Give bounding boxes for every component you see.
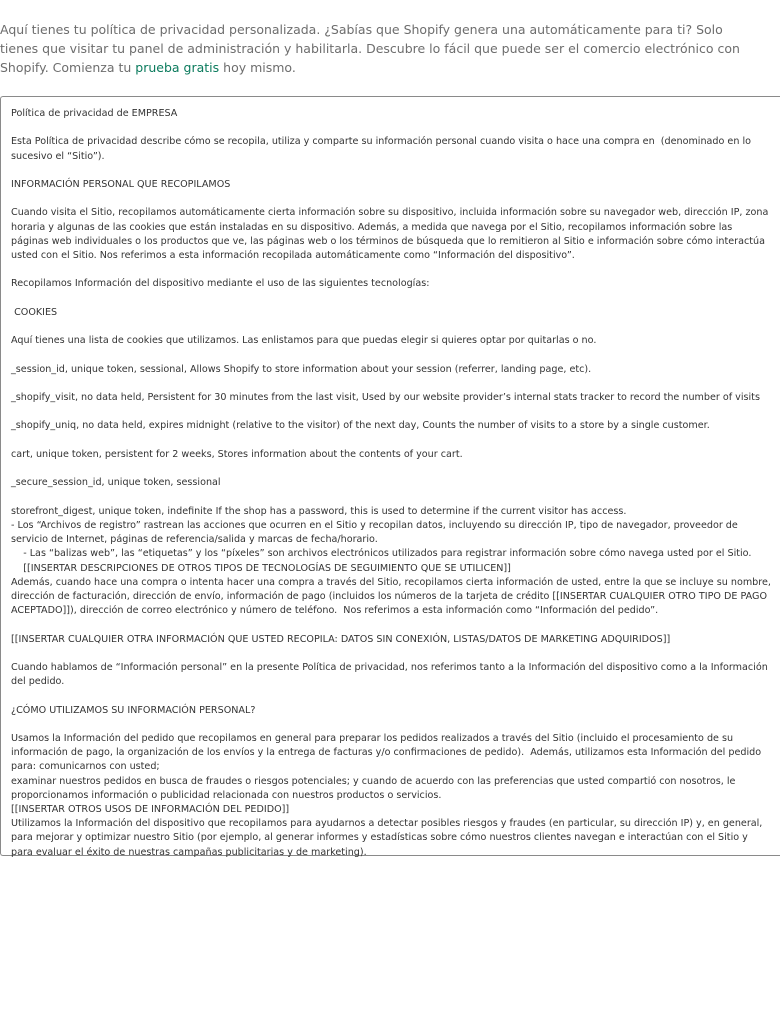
intro-text-end: hoy mismo. [219,60,296,75]
intro-paragraph [0,20,762,77]
intro-text: Aquí tienes tu política de privacidad personalizada. ¿Sabías que Shopify genera una automáticamente para ti? Solo tienes que visitar tu panel de administración y habilitarla. Descubre lo fácil que puede ser el comercio electrónico con Shopify. Comienza tu [0,22,740,75]
privacy-policy-text[interactable]: Política de privacidad de EMPRESA Esta Política de privacidad describe cómo se recopila, utiliza y comparte su información personal cuando visita o hace una compra en (denominado en lo sucesivo el “Sitio”). INFORMACIÓN PERSONAL QUE RECOPILAMOS Cuando visita el Sitio, recopilamos automáticamente cierta información sobre su dispositivo, incluida información sobre su navegador web, dirección IP, zona horaria y algunas de las cookies que están instaladas en su dispositivo. Además, a medida que navega por el Sitio, recopilamos información sobre las páginas web individuales o los productos que ve, las páginas web o los términos de búsqueda que lo remitieron al Sitio e información sobre cómo interactúa usted con el Sitio. Nos referimos a esta información recopilada automáticamente como “Información del dispositivo”. Recopilamos Información del dispositivo mediante el uso de las siguientes tecnologías: COOKIES Aquí tienes una lista de cookies que utilizamos. Las enlistamos para que puedas elegir si quieres optar por quitarlas o no. _session_id, unique token, sessional, Allows Shopify to store information about your session (referrer, landing page, etc). _shopify_visit, no data held, Persistent for 30 minutes from the last visit, Used by our website provider’s internal stats tracker to record the number of visits _shopify_uniq, no data held, expires midnight (relative to the visitor) of the next day, Counts the number of visits to a store by a single customer. cart, unique token, persistent for 2 weeks, Stores information about the contents of your cart. _secure_session_id, unique token, sessional storefront_digest, unique token, indefinite If the shop has a password, this is used to determine if the current visitor has access. - Los “Archivos de registro” rastrean las acciones que ocurren en el Sitio y recopilan datos, incluyendo su dirección IP, tipo de navegador, proveedor de servicio de Internet, páginas de referencia/salida y marcas de fecha/horario. - Las “balizas web”, las “etiquetas” y los “píxeles” son archivos electrónicos utilizados para registrar información sobre cómo navega usted por el Sitio. [[INSERTAR DESCRIPCIONES DE OTROS TIPOS DE TECNOLOGÍAS DE SEGUIMIENTO QUE SE UTILICEN]] Además, cuando hace una compra o intenta hacer una compra a través del Sitio, recopilamos cierta información de usted, entre la que se incluye su nombre, dirección de facturación, dirección de envío, información de pago (incluidos los números de la tarjeta de crédito [[INSERTAR CUALQUIER OTRO TIPO DE PAGO ACEPTADO]]), dirección de correo electrónico y número de teléfono. Nos referimos a esta información como “Información del pedido”. [[INSERTAR CUALQUIER OTRA INFORMACIÓN QUE USTED RECOPILA: DATOS SIN CONEXIÓN, LISTAS/DATOS DE MARKETING ADQUIRIDOS]] Cuando hablamos de “Información personal” en la presente Política de privacidad, nos referimos tanto a la Información del dispositivo como a la Información del pedido. ¿CÓMO UTILIZAMOS SU INFORMACIÓN PERSONAL? Usamos la Información del pedido que recopilamos en general para preparar los pedidos realizados a través del Sitio (incluido el procesamiento de su información de pago, la organización de los envíos y la entrega de facturas y/o confirmaciones de pedido). Además, utilizamos esta Información del pedido para: comunicarnos con usted; examinar nuestros pedidos en busca de fraudes o riesgos potenciales; y cuando de acuerdo con las preferencias que usted compartió con nosotros, le proporcionamos información o publicidad relacionada con nuestros productos o servicios. [[INSERTAR OTROS USOS DE INFORMACIÓN DEL PEDIDO]] Utilizamos la Información del dispositivo que recopilamos para ayudarnos a detectar posibles riesgos y fraudes (en particular, su dirección IP) y, en general, para mejorar y optimizar nuestro Sitio (por ejemplo, al generar informes y estadísticas sobre cómo nuestros clientes navegan e interactúan con el Sitio y para evaluar el éxito de nuestras campañas publicitarias y de marketing). [11,108,771,858]
free-trial-link[interactable]: prueba gratis [135,60,220,75]
privacy-policy-textarea[interactable] [0,96,780,856]
